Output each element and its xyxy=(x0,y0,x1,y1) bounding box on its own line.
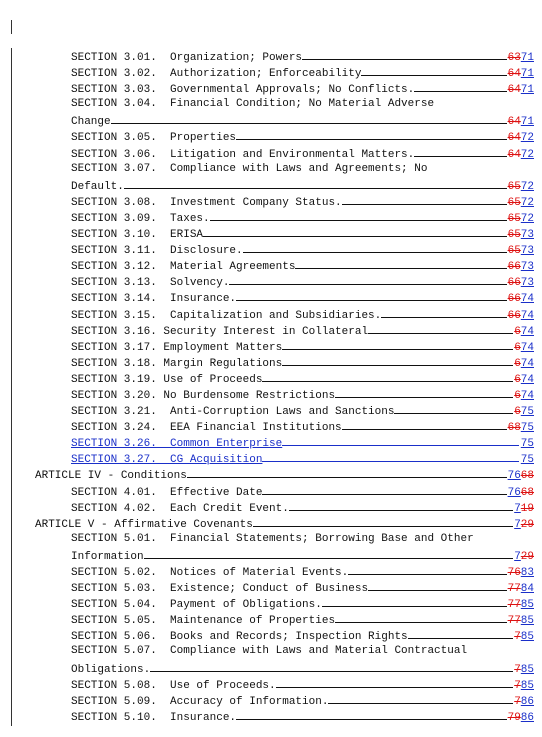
inserted-page-number[interactable]: 72 xyxy=(520,212,534,225)
toc-entry[interactable] xyxy=(0,660,542,676)
inserted-page-number[interactable]: 85 xyxy=(520,599,534,612)
dot-leader xyxy=(282,354,513,366)
toc-entry-label: SECTION 3.10. ERISA xyxy=(71,229,204,242)
toc-entry-label: SECTION 3.16. Security Interest in Collateral xyxy=(71,325,369,338)
toc-entry-label: SECTION 3.24. EEA Financial Institutions xyxy=(71,422,342,435)
toc-entry[interactable] xyxy=(0,306,542,322)
deleted-page-number: 76 xyxy=(507,567,521,579)
toc-entry-label: SECTION 5.04. Payment of Obligations. xyxy=(71,599,322,612)
deleted-page-number: 68 xyxy=(520,470,534,483)
toc-entry[interactable] xyxy=(0,241,542,257)
dot-leader xyxy=(262,370,513,382)
toc-entry[interactable] xyxy=(0,64,542,80)
toc-entry[interactable] xyxy=(0,354,542,370)
dot-leader xyxy=(236,289,507,301)
revision-bar-top xyxy=(11,20,12,34)
toc-entry-label: SECTION 3.11. Disclosure. xyxy=(71,245,243,258)
deleted-page-number: 65 xyxy=(507,229,521,242)
deleted-page-number: 64 xyxy=(507,116,521,129)
toc-entry[interactable] xyxy=(0,386,542,402)
toc-entry-label: SECTION 4.01. Effective Date xyxy=(71,486,263,499)
dot-leader xyxy=(289,499,513,511)
deleted-page-number: 64 xyxy=(507,68,521,81)
dot-leader xyxy=(144,547,514,559)
toc-entry-label: ARTICLE V - Affirmative Covenants xyxy=(35,518,253,531)
dot-leader xyxy=(322,595,507,607)
page-number xyxy=(508,710,534,726)
toc-entry-label: SECTION 3.06. Litigation and Environmental Matters. xyxy=(71,148,415,161)
toc-entry[interactable] xyxy=(0,579,542,595)
inserted-page-number[interactable]: 74 xyxy=(520,373,534,386)
deleted-page-number: 6 xyxy=(514,357,521,370)
dot-leader xyxy=(243,241,507,253)
dot-leader xyxy=(328,692,513,704)
toc-entry[interactable] xyxy=(0,531,542,547)
deleted-page-number: 77 xyxy=(507,615,521,628)
inserted-page-number[interactable]: 7 xyxy=(514,550,521,563)
toc-entry-label: SECTION 5.06. Books and Records; Inspection Rights xyxy=(71,631,408,644)
toc-entry[interactable] xyxy=(0,370,542,386)
toc-entry[interactable] xyxy=(0,418,542,434)
inserted-page-number[interactable]: 85 xyxy=(520,663,534,676)
inserted-page-number[interactable]: 75 xyxy=(520,454,534,467)
deleted-page-number: 65 xyxy=(507,245,521,258)
dot-leader xyxy=(368,322,513,334)
dot-leader xyxy=(282,434,519,446)
deleted-page-number: 68 xyxy=(520,486,534,499)
deleted-page-number: 19 xyxy=(520,502,534,515)
deleted-page-number: 65 xyxy=(507,196,521,209)
toc-entry[interactable] xyxy=(0,193,542,209)
dot-leader xyxy=(335,386,513,398)
toc-entry-label: SECTION 3.14. Insurance. xyxy=(71,293,237,306)
toc-entry-label: Obligations. xyxy=(71,663,151,676)
deleted-page-number: 65 xyxy=(507,180,521,193)
deleted-page-number: 66 xyxy=(507,309,521,322)
toc-entry[interactable] xyxy=(0,499,542,515)
toc-entry[interactable] xyxy=(0,402,542,418)
toc-entry-label: SECTION 5.05. Maintenance of Properties xyxy=(71,615,336,628)
deleted-page-number: 7 xyxy=(514,663,521,676)
toc-entry[interactable] xyxy=(0,145,542,161)
inserted-page-number[interactable]: 7 xyxy=(514,518,521,531)
toc-entry[interactable] xyxy=(0,209,542,225)
dot-leader xyxy=(342,418,507,430)
toc-entry-label: SECTION 3.09. Taxes. xyxy=(71,212,210,225)
deleted-page-number: 64 xyxy=(507,148,521,161)
deleted-page-number: 63 xyxy=(507,52,521,64)
toc-entry[interactable] xyxy=(0,676,542,692)
toc-entry[interactable] xyxy=(0,515,542,531)
toc-entry-label: SECTION 3.26. Common Enterprise xyxy=(71,438,283,451)
toc-entry[interactable] xyxy=(0,483,542,499)
inserted-page-number[interactable]: 71 xyxy=(520,84,534,97)
inserted-page-number[interactable]: 75 xyxy=(520,406,534,419)
deleted-page-number: 6 xyxy=(514,325,521,338)
toc-entry-label: SECTION 5.08. Use of Proceeds. xyxy=(71,679,276,692)
toc-entry[interactable] xyxy=(0,627,542,643)
toc-entry-label: SECTION 3.08. Investment Company Status. xyxy=(71,196,342,209)
inserted-page-number[interactable]: 85 xyxy=(520,631,534,644)
deleted-page-number: 6 xyxy=(514,341,521,354)
deleted-page-number: 7 xyxy=(514,631,521,644)
dot-leader xyxy=(262,450,519,462)
inserted-page-number[interactable]: 86 xyxy=(520,711,534,724)
inserted-page-number[interactable]: 76 xyxy=(507,470,521,483)
toc-entry-label: SECTION 3.01. Organization; Powers xyxy=(71,52,303,64)
toc-entry[interactable] xyxy=(0,80,542,96)
dot-leader xyxy=(111,112,507,124)
toc-entry-label: ARTICLE IV - Conditions xyxy=(35,470,187,483)
dot-leader xyxy=(408,627,514,639)
dot-leader xyxy=(236,128,507,140)
toc-entry[interactable] xyxy=(0,450,542,466)
dot-leader xyxy=(236,708,507,720)
inserted-page-number[interactable]: 85 xyxy=(520,615,534,628)
inserted-page-number[interactable]: 72 xyxy=(520,132,534,145)
inserted-page-number[interactable]: 72 xyxy=(520,180,534,193)
toc-entry-label: SECTION 3.02. Authorization; Enforceability xyxy=(71,68,362,81)
toc-entry[interactable] xyxy=(0,48,542,64)
deleted-page-number: 66 xyxy=(507,277,521,290)
toc-entry-label: SECTION 3.20. No Burdensome Restrictions xyxy=(71,389,336,402)
deleted-page-number: 66 xyxy=(507,261,521,274)
dot-leader xyxy=(124,177,507,189)
toc-entry-label: SECTION 3.05. Properties xyxy=(71,132,237,145)
toc-entry-label: SECTION 3.19. Use of Proceeds xyxy=(71,373,263,386)
inserted-page-number[interactable]: 71 xyxy=(520,116,534,129)
deleted-page-number: 7 xyxy=(514,679,521,692)
inserted-page-number[interactable]: 76 xyxy=(507,486,521,499)
dot-leader xyxy=(210,209,507,221)
toc-entry[interactable] xyxy=(0,466,542,482)
dot-leader xyxy=(342,193,507,205)
toc-entry[interactable] xyxy=(0,692,542,708)
toc-entry-label: SECTION 3.04. Financial Condition; No Material Adverse xyxy=(71,98,435,111)
toc-entry-label: SECTION 4.02. Each Credit Event. xyxy=(71,502,289,515)
deleted-page-number: 77 xyxy=(507,599,521,612)
toc-entry-label: SECTION 3.13. Solvency. xyxy=(71,277,230,290)
deleted-page-number: 68 xyxy=(507,422,521,435)
dot-leader xyxy=(282,338,513,350)
toc-entry[interactable] xyxy=(0,643,542,659)
toc-entry-label: SECTION 5.07. Compliance with Laws and Material Contractual xyxy=(71,645,468,658)
toc-entry-label: SECTION 3.07. Compliance with Laws and Agreements; No xyxy=(71,162,428,175)
toc-entry-label: Change xyxy=(71,116,111,129)
inserted-page-number[interactable]: 74 xyxy=(520,357,534,370)
inserted-page-number[interactable]: 86 xyxy=(520,695,534,708)
toc-entry[interactable] xyxy=(0,338,542,354)
toc-entry[interactable] xyxy=(0,128,542,144)
dot-leader xyxy=(414,80,506,92)
toc-entry-label: SECTION 5.09. Accuracy of Information. xyxy=(71,695,329,708)
deleted-page-number: 64 xyxy=(507,132,521,145)
toc-entry[interactable] xyxy=(0,257,542,273)
toc-entry-label: SECTION 5.10. Insurance. xyxy=(71,711,237,724)
toc-entry[interactable] xyxy=(0,322,542,338)
dot-leader xyxy=(262,483,506,495)
toc-entry-label: Information xyxy=(71,550,144,563)
toc-entry-label: SECTION 3.12. Material Agreements xyxy=(71,261,296,274)
deleted-page-number: 6 xyxy=(514,406,521,419)
inserted-page-number[interactable]: 75 xyxy=(520,438,534,451)
deleted-page-number: 79 xyxy=(507,711,521,724)
deleted-page-number: 29 xyxy=(520,518,534,531)
toc-entry-label: SECTION 3.15. Capitalization and Subsidiaries. xyxy=(71,309,382,322)
toc-entry[interactable] xyxy=(0,434,542,450)
toc-entry[interactable] xyxy=(0,563,542,579)
toc-entry-label: SECTION 3.21. Anti-Corruption Laws and Sanctions xyxy=(71,406,395,419)
toc-entry-label: SECTION 5.03. Existence; Conduct of Business xyxy=(71,583,369,596)
inserted-page-number[interactable]: 73 xyxy=(520,245,534,258)
inserted-page-number[interactable]: 73 xyxy=(520,277,534,290)
inserted-page-number[interactable]: 71 xyxy=(520,52,534,64)
dot-leader xyxy=(368,579,507,591)
toc-entry[interactable] xyxy=(0,289,542,305)
dot-leader xyxy=(295,257,506,269)
deleted-page-number: 6 xyxy=(514,389,521,402)
toc-entry[interactable] xyxy=(0,177,542,193)
dot-leader xyxy=(187,466,507,478)
inserted-page-number[interactable]: 75 xyxy=(520,422,534,435)
inserted-page-number[interactable]: 74 xyxy=(520,309,534,322)
toc-entry-label: SECTION 5.02. Notices of Material Events. xyxy=(71,567,349,579)
inserted-page-number[interactable]: 72 xyxy=(520,196,534,209)
dot-leader xyxy=(381,306,506,318)
toc-entry-label: SECTION 5.01. Financial Statements; Borrowing Base and Other xyxy=(71,532,474,545)
deleted-page-number: 66 xyxy=(507,293,521,306)
dot-leader xyxy=(253,515,513,527)
inserted-page-number[interactable]: 73 xyxy=(520,261,534,274)
inserted-page-number[interactable]: 83 xyxy=(520,567,534,579)
table-of-contents xyxy=(0,48,542,724)
toc-entry[interactable] xyxy=(0,708,542,724)
dot-leader xyxy=(414,145,506,157)
deleted-page-number: 7 xyxy=(514,695,521,708)
toc-entry[interactable] xyxy=(0,112,542,128)
toc-entry-label: SECTION 3.03. Governmental Approvals; No Conflicts. xyxy=(71,84,415,97)
toc-entry[interactable] xyxy=(0,225,542,241)
dot-leader xyxy=(150,660,513,672)
inserted-page-number[interactable]: 74 xyxy=(520,325,534,338)
inserted-page-number[interactable]: 85 xyxy=(520,679,534,692)
deleted-page-number: 65 xyxy=(507,212,521,225)
dot-leader xyxy=(361,64,506,76)
inserted-page-number[interactable]: 71 xyxy=(520,68,534,81)
inserted-page-number[interactable]: 74 xyxy=(520,341,534,354)
deleted-page-number: 64 xyxy=(507,84,521,97)
dot-leader xyxy=(302,48,507,60)
dot-leader xyxy=(203,225,507,237)
dot-leader xyxy=(229,273,506,285)
dot-leader xyxy=(394,402,513,414)
deleted-page-number: 77 xyxy=(507,583,521,596)
toc-entry[interactable] xyxy=(0,96,542,112)
toc-entry-label: SECTION 3.27. CG Acquisition xyxy=(71,454,263,467)
dot-leader xyxy=(335,611,507,623)
toc-entry-label: SECTION 3.17. Employment Matters xyxy=(71,341,283,354)
toc-entry-label: SECTION 3.18. Margin Regulations xyxy=(71,357,283,370)
toc-entry[interactable] xyxy=(0,273,542,289)
toc-entry[interactable] xyxy=(0,161,542,177)
inserted-page-number[interactable]: 84 xyxy=(520,583,534,596)
toc-entry-label: Default. xyxy=(71,180,124,193)
inserted-page-number[interactable]: 74 xyxy=(520,389,534,402)
deleted-page-number: 6 xyxy=(514,373,521,386)
toc-entry[interactable] xyxy=(0,595,542,611)
toc-entry[interactable] xyxy=(0,611,542,627)
inserted-page-number[interactable]: 72 xyxy=(520,148,534,161)
inserted-page-number[interactable]: 73 xyxy=(520,229,534,242)
toc-entry[interactable] xyxy=(0,547,542,563)
deleted-page-number: 29 xyxy=(520,550,534,563)
dot-leader xyxy=(348,563,506,575)
inserted-page-number[interactable]: 74 xyxy=(520,293,534,306)
dot-leader xyxy=(276,676,514,688)
inserted-page-number[interactable]: 7 xyxy=(514,502,521,515)
